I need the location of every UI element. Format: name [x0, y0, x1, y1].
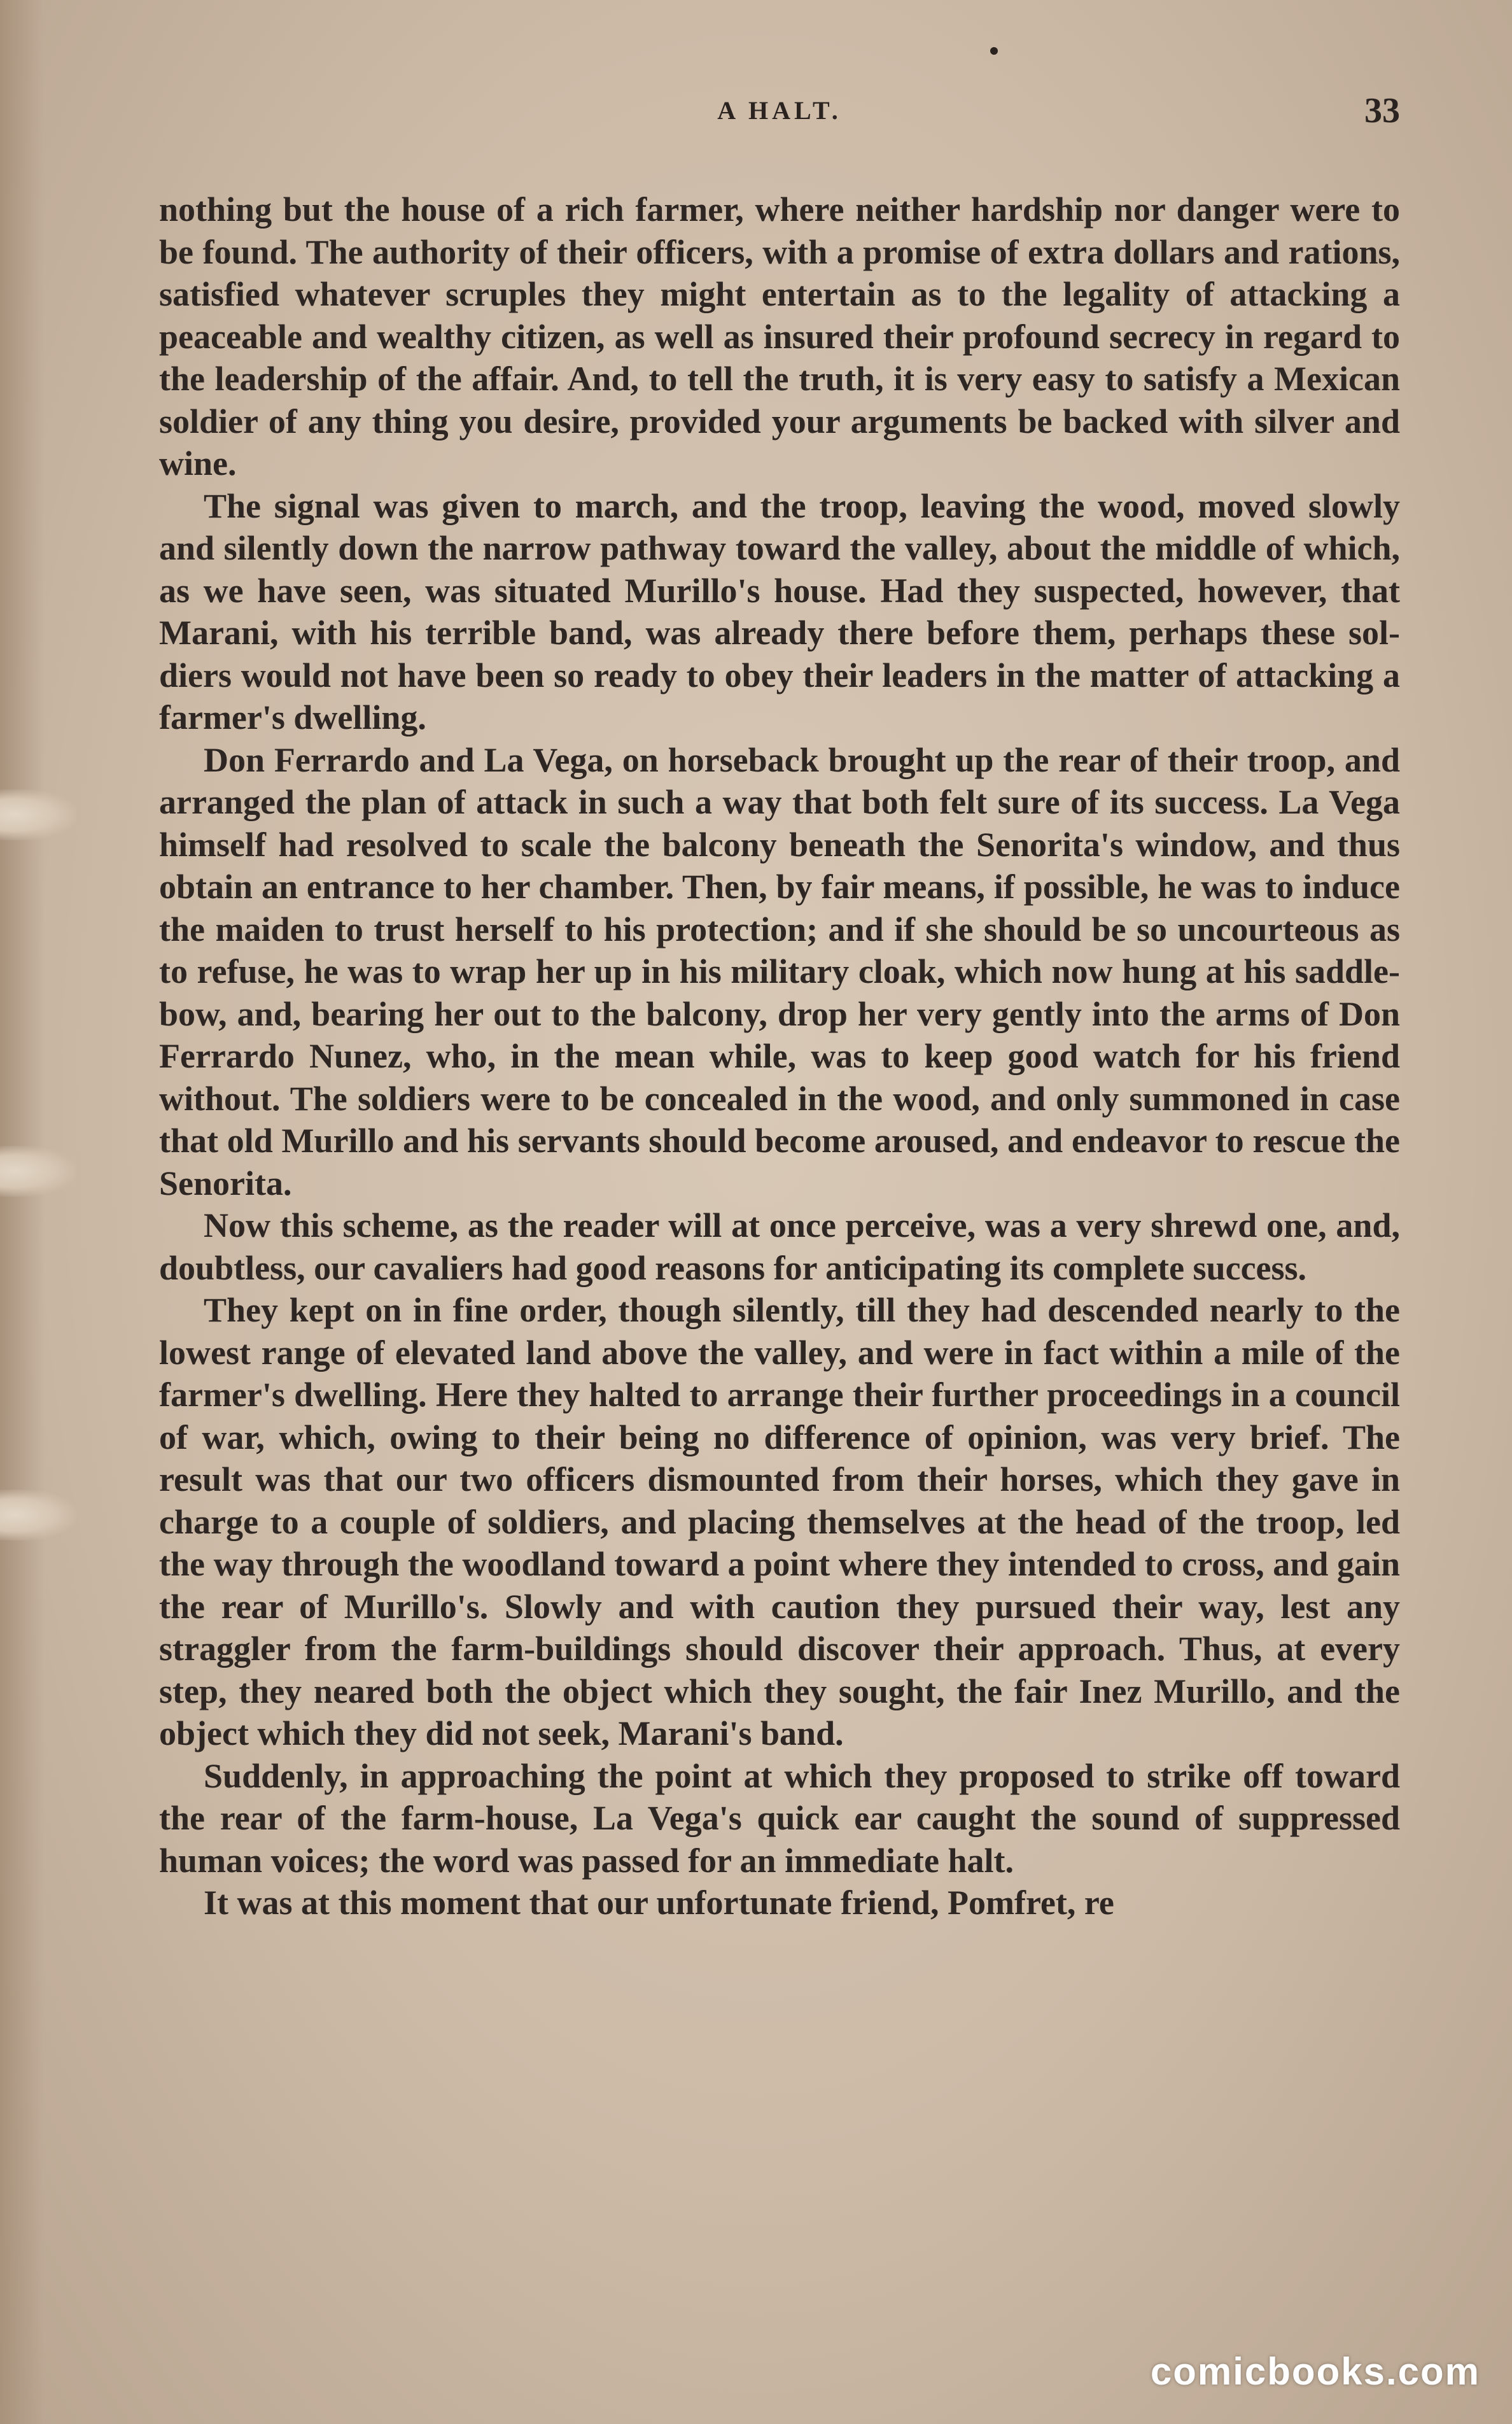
- paragraph: They kept on in fine order, though silently, till they had descended nearly to the lowest range of elevated land above the valley, and were in fact within a mile of the farmer's dwelling. Here they halted to arrange their further proceedings in a council of war, which, owing to their being no difference of opinion, was very brief. The result was that our two officers dismounted from their horses, which they gave in charge to a couple of soldiers, and placing themselves at the head of the troop, led the way through the woodland toward a point where they intended to cross, and gain the rear of Murillo's. Slowly and with caution they pursued their way, lest any straggler from the farm-buildings should discover their approach. Thus, at every step, they neared both the object which they sought, the fair Inez Murillo, and the object which they did not seek, Marani's band.: [159, 1291, 1400, 1752]
- running-head: A HALT.: [717, 96, 842, 125]
- watermark: comicbooks.com: [1150, 2350, 1480, 2393]
- paragraph: It was at this moment that our unfortunate friend, Pomfret, re: [204, 1884, 1114, 1922]
- page-edge-shadow: [0, 0, 45, 2424]
- paragraph: Now this scheme, as the reader will at once perceive, was a very shrewd one, and, doubtless, our cavaliers had good reasons for anticipating its complete success.: [159, 1206, 1400, 1287]
- paragraph: Don Ferrardo and La Vega, on horseback brought up the rear of their troop, and arranged the plan of attack in such a way that both felt sure of its success. La Vega himself had resolved to scale the balcony beneath the Senorita's window, and thus obtain an entrance to her chamber. Then, by fair means, if possible, he was to induce the maiden to trust herself to his protection; and if she should be so uncourteous as to refuse, he was to wrap her up in his military cloak, which now hung at his saddle-bow, and, bearing her out to the balcony, drop her very gently into the arms of Don Ferrardo Nunez, who, in the mean while, was to keep good watch for his friend without. The soldiers were to be concealed in the wood, and only summoned in case that old Murillo and his servants should become aroused, and endeavor to rescue the Senorita.: [159, 740, 1400, 1202]
- page-tear-mark: [0, 789, 76, 840]
- paragraph: The signal was given to march, and the troop, leaving the wood, moved slowly and silently down the narrow pathway toward the valley, about the middle of which, as we have seen, was situated Murillo's house. Had they suspected, however, that Marani, with his terrible band, was already there before them, perhaps these soldiers would not have been so ready to obey their leaders in the matter of attacking a farmer's dwelling.: [159, 486, 1400, 736]
- body-text: [159, 188, 1400, 1924]
- page-header: [159, 91, 1400, 146]
- page-tear-mark: [0, 1490, 76, 1540]
- ink-speck: [990, 47, 998, 55]
- paragraph: nothing but the house of a rich farmer, where neither hardship nor danger were to be found. The authority of their officers, with a promise of extra dollars and rations, satisfied whatever scruples they might entertain as to the legality of attacking a peaceable and wealthy citizen, as well as insured their profound secrecy in regard to the leadership of the affair. And, to tell the truth, it is very easy to satisfy a Mexican soldier of any thing you desire, provided your arguments be backed with silver and wine.: [159, 190, 1400, 483]
- page-tear-mark: [0, 1146, 76, 1197]
- page-number: 33: [1364, 91, 1400, 130]
- paragraph: Suddenly, in approaching the point at which they proposed to strike off toward the rear of the farm-house, La Vega's quick ear caught the sound of suppressed human voices; the word was passed for an immediate halt.: [159, 1756, 1400, 1880]
